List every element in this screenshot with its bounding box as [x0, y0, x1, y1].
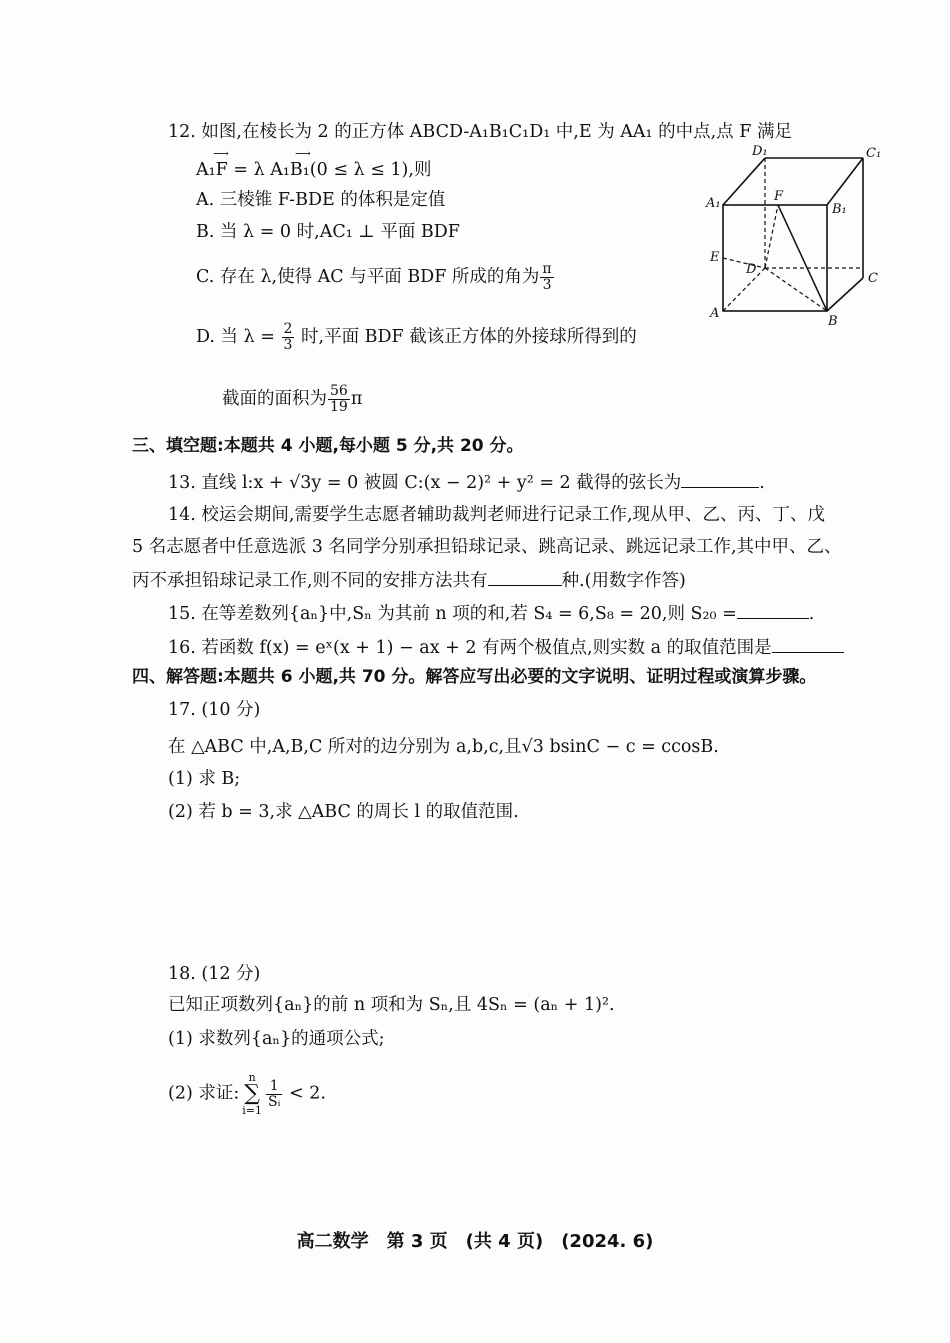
q18-title-text: 18. (12 分)	[168, 964, 261, 984]
page-footer	[0, 1227, 950, 1253]
q18-part2-post: < 2.	[288, 1083, 326, 1104]
q14-line2-text: 5 名志愿者中任意选派 3 名同学分别承担铅球记录、跳高记录、跳远记录工作,其中甲、乙、	[132, 537, 842, 557]
frac-denominator: 3	[283, 337, 293, 353]
q13-answer-blank[interactable]	[681, 469, 759, 488]
q16-text: 16. 若函数 f(x) = eˣ(x + 1) − ax + 2 有两个极值点,则实数 a 的取值范围是	[168, 638, 772, 658]
edge-bc	[827, 278, 863, 311]
label-d1: D₁	[752, 145, 768, 159]
edge-da-hidden	[723, 268, 765, 311]
sum-lower: i=1	[242, 1104, 262, 1117]
q15	[168, 600, 814, 626]
edge-b1c1	[827, 158, 863, 205]
label-c1: C₁	[866, 146, 882, 161]
q17-title-text: 17. (10 分)	[168, 700, 261, 720]
q18-stem-text: 已知正项数列{aₙ}的前 n 项和为 Sₙ,且 4Sₙ = (aₙ + 1)².	[168, 995, 615, 1015]
q12-option-c-text: C. 存在 λ,使得 AC 与平面 BDF 所成的角为	[196, 267, 540, 287]
q16-answer-blank[interactable]	[772, 634, 844, 653]
section4-heading-text: 四、解答题:本题共 6 小题,共 70 分。解答应写出必要的文字说明、证明过程或演算步骤。	[132, 667, 817, 687]
edge-df-hidden	[765, 205, 778, 268]
label-d: D	[746, 262, 757, 277]
q14-line3-post: 种.(用数字作答)	[561, 571, 686, 591]
cube-figure	[700, 145, 900, 330]
q18-fraction	[266, 1079, 282, 1110]
frac-numerator: π	[542, 261, 552, 277]
q17-part1	[168, 767, 240, 791]
page-footer-text: 高二数学 第 3 页 (共 4 页) (2024. 6)	[296, 1231, 654, 1252]
q14-line2	[132, 535, 842, 559]
label-a: A	[710, 306, 720, 321]
q12-eq-mid: = λ	[227, 160, 265, 180]
q12-option-c-fraction	[540, 262, 553, 293]
section3-heading-text: 三、填空题:本题共 4 小题,每小题 5 分,共 20 分。	[132, 436, 524, 456]
q18-part2-text: (2) 求证:	[168, 1083, 240, 1104]
q15-end: .	[808, 604, 815, 624]
frac-numerator: 2	[283, 321, 293, 337]
q12-vector-a1f: ⟶ A₁F	[196, 147, 228, 180]
q18-part1	[168, 1027, 385, 1051]
q12-option-a	[196, 188, 445, 212]
q17-part2	[168, 800, 519, 824]
frac-numerator: 56	[330, 383, 348, 399]
q12-option-d-area-fraction	[328, 384, 350, 415]
q18-part2	[168, 1072, 326, 1116]
sum-upper: n	[248, 1071, 256, 1084]
q14-line1-text: 14. 校运会期间,需要学生志愿者辅助裁判老师进行记录工作,现从甲、乙、丙、丁、戊	[168, 505, 826, 525]
label-c: C	[868, 271, 878, 286]
q12-option-d-text: D. 当 λ =	[196, 327, 275, 347]
q18-part1-text: (1) 求数列{aₙ}的通项公式;	[168, 1029, 385, 1049]
frac-denominator: 3	[542, 277, 552, 293]
q12-stem: 12. 如图,在棱长为 2 的正方体 ABCD-A₁B₁C₁D₁ 中,E 为 AA₁ 的中点,点 F 满足	[168, 122, 792, 142]
q12-vec1-text: A₁F	[196, 160, 228, 180]
summation	[242, 1072, 262, 1116]
q12-option-d-area-text: 截面的面积为	[222, 389, 327, 409]
section4-heading	[132, 665, 816, 689]
q14-line3-text: 丙不承担铅球记录工作,则不同的安排方法共有	[132, 571, 488, 591]
q12-option-d-pi: π	[350, 389, 363, 409]
q14-line3	[132, 567, 686, 593]
sum-sign: ∑	[244, 1081, 260, 1106]
q18-title	[168, 962, 260, 986]
section3-heading	[132, 434, 524, 458]
q12-option-d-line2	[222, 384, 362, 415]
q17-stem	[168, 735, 719, 759]
q12-option-d-lambda-fraction	[282, 322, 295, 353]
q17-title	[168, 698, 260, 722]
q17-part2-text: (2) 若 b = 3,求 △ABC 的周长 l 的取值范围.	[168, 802, 519, 822]
q12-option-c	[196, 262, 555, 293]
q12-option-b-text: B. 当 λ = 0 时,AC₁ ⊥ 平面 BDF	[196, 222, 460, 242]
q18-stem	[168, 993, 615, 1017]
q12-condition: (0 ≤ λ ≤ 1),则	[309, 160, 432, 180]
frac-numerator: 1	[266, 1079, 282, 1095]
q15-text: 15. 在等差数列{aₙ}中,Sₙ 为其前 n 项的和,若 S₄ = 6,S₈ = 20,则 S₂₀ =	[168, 604, 737, 624]
q13-text: 13. 直线 l:x + √3y = 0 被圆 C:(x − 2)² + y² = 2 截得的弦长为	[168, 473, 682, 493]
q17-stem-text: 在 △ABC 中,A,B,C 所对的边分别为 a,b,c,且√3 bsinC − c = ccosB.	[168, 737, 719, 757]
q12-line2	[196, 147, 432, 182]
q13-end: .	[759, 473, 765, 493]
label-b1: B₁	[832, 202, 847, 217]
label-b: B	[828, 314, 838, 329]
q12-vec2-text: A₁B₁	[270, 160, 310, 180]
q16	[168, 634, 844, 660]
frac-denominator: Sᵢ	[267, 1093, 281, 1110]
frac-denominator: 19	[330, 399, 348, 415]
q12-option-d-text2: 时,平面 BDF 截该正方体的外接球所得到的	[301, 327, 637, 347]
q17-part1-text: (1) 求 B;	[168, 769, 241, 789]
label-e: E	[710, 250, 720, 265]
label-f: F	[774, 189, 784, 204]
q14-answer-blank[interactable]	[488, 567, 562, 586]
edge-fb	[778, 205, 827, 311]
q12-option-b	[196, 220, 460, 244]
edge-ed-hidden	[723, 258, 765, 268]
q12-line1	[168, 120, 792, 144]
q14-line1	[168, 503, 825, 527]
q12-option-d	[196, 322, 637, 353]
label-a1: A₁	[706, 196, 721, 211]
q12-vector-a1b1: ⟶ A₁B₁	[270, 147, 310, 180]
edge-a1d1	[723, 158, 765, 205]
q15-answer-blank[interactable]	[737, 600, 809, 619]
q13	[168, 469, 765, 495]
q12-option-a-text: A. 三棱锥 F-BDE 的体积是定值	[196, 190, 446, 210]
